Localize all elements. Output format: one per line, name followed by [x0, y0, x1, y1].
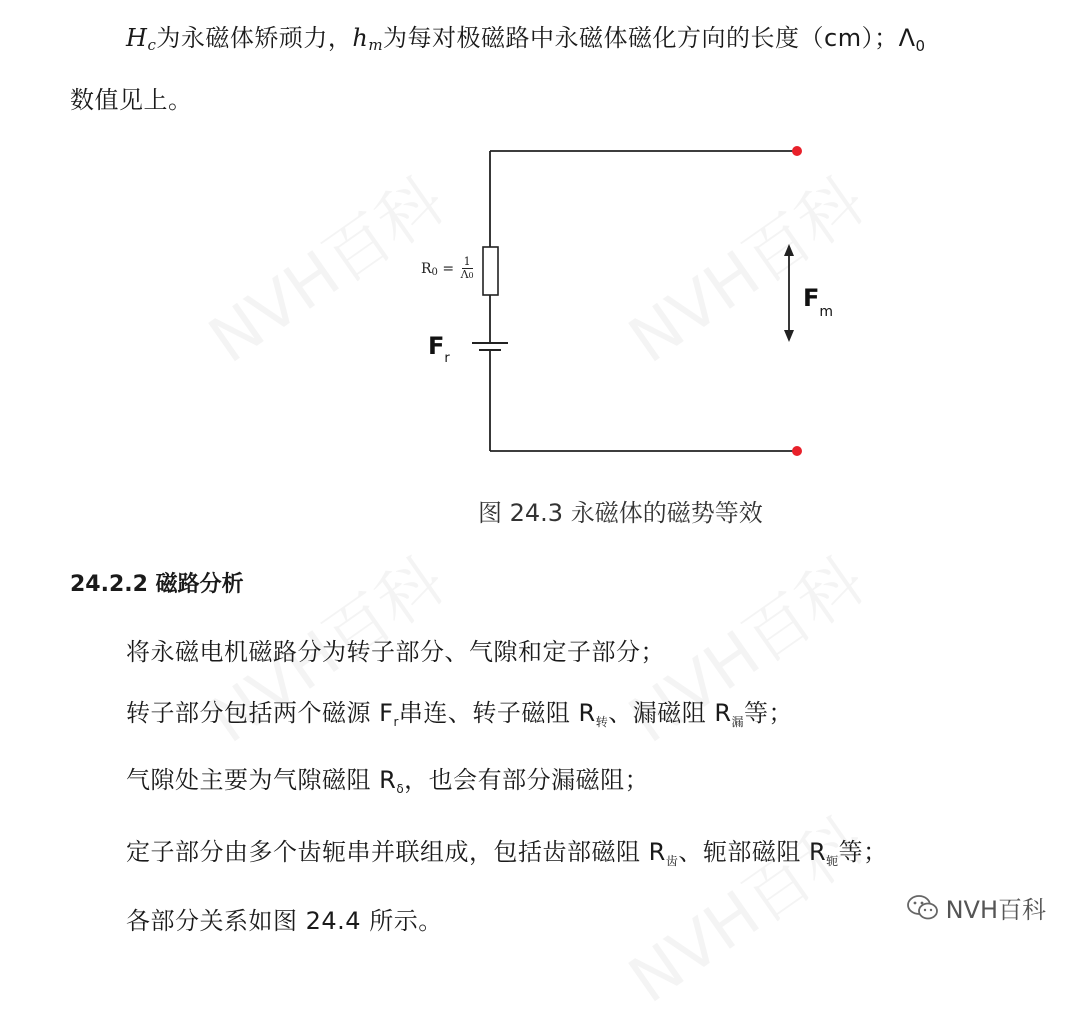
figure-caption: 图 24.3 永磁体的磁势等效: [478, 499, 763, 527]
r-tooth-subscript: 齿: [665, 854, 679, 868]
lambda-subscript: 0: [915, 37, 926, 55]
hm-subscript: m: [368, 36, 384, 54]
hc-subscript: c: [147, 36, 157, 54]
brand-badge: [906, 890, 1046, 925]
text-segment: 为永磁体矫顽力，: [156, 24, 353, 52]
fm-symbol: F: [803, 284, 820, 312]
body-line-3: [126, 764, 649, 805]
terminal-top: [792, 146, 802, 156]
text-segment: 等；: [744, 699, 794, 727]
r0-equals: =: [437, 261, 459, 277]
body-line-5: 各部分关系如图 24.4 所示。: [126, 907, 443, 935]
body-line-1: 将永磁电机磁路分为转子部分、气隙和定子部分；: [126, 638, 665, 666]
r0-fraction: [461, 256, 474, 282]
r0-label: [421, 256, 474, 282]
body-line-4: [126, 836, 888, 877]
fr-subscript: r: [444, 351, 450, 366]
r0-subscript: 0: [431, 266, 438, 278]
text-segment: 气隙处主要为气隙磁阻 R: [126, 766, 397, 794]
r-leak-subscript: 漏: [731, 715, 745, 729]
fm-label: [803, 284, 834, 320]
fraction-numerator: 1: [463, 255, 471, 268]
fraction-lambda-sub: 0: [468, 271, 474, 280]
r0-symbol: R: [421, 261, 432, 277]
hm-symbol: h: [352, 24, 369, 52]
lambda-symbol: Λ: [898, 24, 916, 52]
resistor-r0: [483, 247, 498, 295]
fm-arrow-head-up: [784, 244, 794, 256]
hc-symbol: H: [126, 24, 148, 52]
text-segment: 、轭部磁阻 R: [678, 838, 827, 866]
text-segment: ，也会有部分漏磁阻；: [404, 766, 650, 794]
r-yoke-subscript: 轭: [826, 854, 839, 868]
fm-subscript: m: [819, 304, 834, 320]
fr-symbol: F: [428, 332, 445, 360]
wechat-icon: [906, 894, 940, 922]
paragraph-line-2: 数值见上。: [70, 86, 193, 114]
r-rotor-subscript: 转: [595, 715, 609, 729]
section-heading: 24.2.2 磁路分析: [70, 572, 244, 597]
fm-arrow-head-down: [784, 330, 794, 342]
text-segment: 转子部分包括两个磁源 F: [126, 699, 394, 727]
text-segment: 等；: [838, 838, 888, 866]
text-segment: 串连、转子磁阻 R: [398, 699, 596, 727]
text-segment: 为每对极磁路中永磁体磁化方向的长度（cm）；: [383, 24, 899, 52]
terminal-bottom: [792, 446, 802, 456]
fr-label: [428, 332, 450, 366]
brand-name: NVH百科: [945, 896, 1046, 924]
fraction-denominator: [461, 269, 474, 282]
fraction-lambda: Λ: [460, 268, 469, 281]
body-line-2: [126, 697, 793, 738]
text-segment: 、漏磁阻 R: [608, 699, 732, 727]
text-segment: 定子部分由多个齿轭串并联组成，包括齿部磁阻 R: [126, 838, 666, 866]
r-airgap-subscript: δ: [396, 782, 405, 796]
fr-subscript-inline: r: [393, 715, 399, 729]
